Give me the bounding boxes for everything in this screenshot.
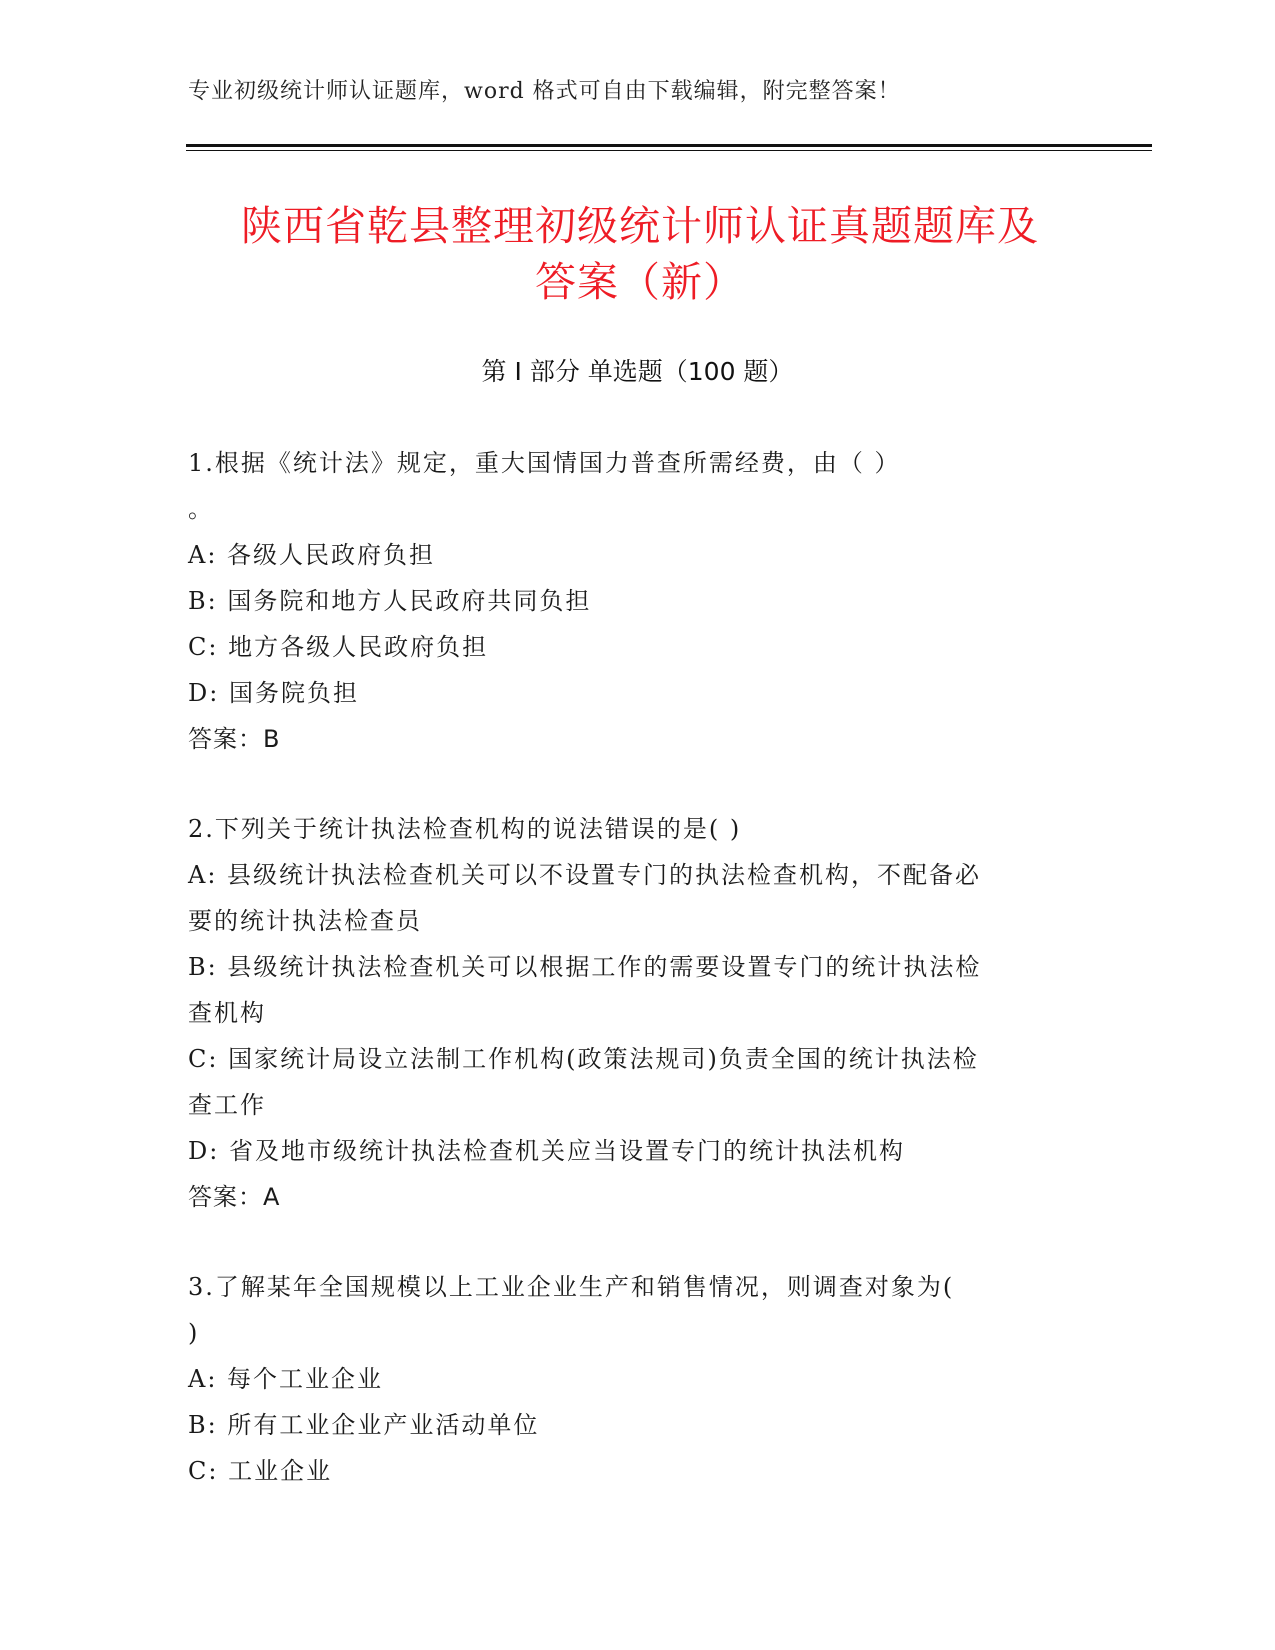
question-2-stem-line-1: 2.下列关于统计执法检查机构的说法错误的是( ) (188, 815, 742, 843)
question-3-stem-line-1: 3.了解某年全国规模以上工业企业生产和销售情况，则调查对象为( (188, 1273, 955, 1301)
question-1-option-d: D: 国务院负担 (188, 679, 359, 707)
header-note: 专业初级统计师认证题库，word 格式可自由下载编辑，附完整答案！ (188, 79, 901, 104)
question-gap (188, 762, 1078, 806)
question-2-option-c-line-2: 查工作 (188, 1091, 266, 1119)
question-1 (188, 440, 1078, 762)
header-rule-thick (186, 144, 1152, 147)
question-1-option-c: C: 地方各级人民政府负担 (188, 633, 489, 661)
question-1-option-b: B: 国务院和地方人民政府共同负担 (188, 587, 592, 615)
question-3-option-b: B: 所有工业企业产业活动单位 (188, 1411, 540, 1439)
question-3-option-a: A: 每个工业企业 (188, 1365, 384, 1393)
question-list (188, 440, 1078, 1494)
question-gap (188, 1220, 1078, 1264)
question-2 (188, 806, 1078, 1220)
question-1-answer: 答案：B (188, 725, 281, 753)
question-2-answer: 答案：A (188, 1183, 281, 1211)
question-3-stem-line-2: ) (188, 1319, 200, 1347)
question-3-option-c: C: 工业企业 (188, 1457, 333, 1485)
question-2-option-c-line-1: C: 国家统计局设立法制工作机构(政策法规司)负责全国的统计执法检 (188, 1045, 979, 1073)
question-1-stem-line-2: 。 (188, 495, 214, 523)
document-title-line-2: 答案（新） (535, 258, 745, 306)
question-3 (188, 1264, 1078, 1494)
question-2-option-b-line-1: B: 县级统计执法检查机关可以根据工作的需要设置专门的统计执法检 (188, 953, 982, 981)
question-1-option-a: A: 各级人民政府负担 (188, 541, 436, 569)
question-1-stem-line-1: 1.根据《统计法》规定，重大国情国力普查所需经费，由（ ） (188, 449, 901, 477)
question-2-option-a-line-2: 要的统计执法检查员 (188, 907, 422, 935)
section-title: 第 I 部分 单选题（100 题） (481, 357, 794, 386)
question-2-option-b-line-2: 查机构 (188, 999, 266, 1027)
question-2-option-d: D: 省及地市级统计执法检查机关应当设置专门的统计执法机构 (188, 1137, 905, 1165)
document-title (160, 198, 1120, 310)
document-title-line-1: 陕西省乾县整理初级统计师认证真题题库及 (241, 202, 1039, 250)
header-rule-thin (186, 150, 1152, 151)
question-2-option-a-line-1: A: 县级统计执法检查机关可以不设置专门的执法检查机构，不配备必 (188, 861, 982, 889)
